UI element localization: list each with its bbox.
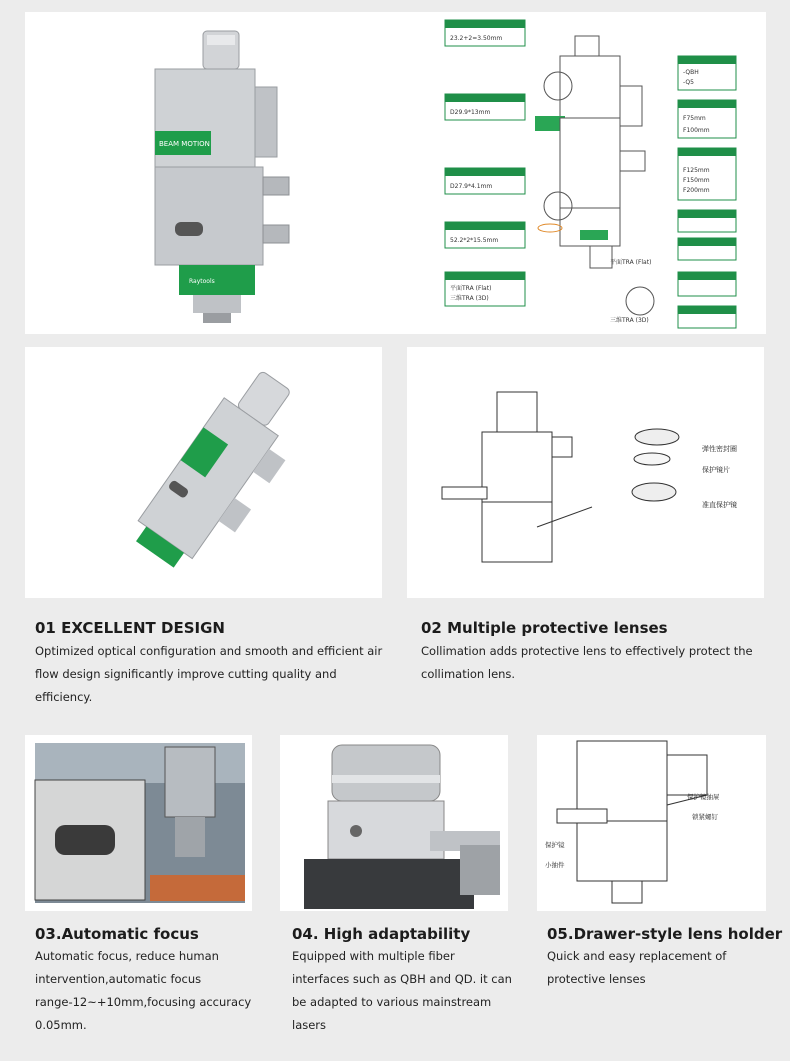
- svg-text:保护镜: 保护镜: [545, 841, 565, 849]
- feature-1-desc: Optimized optical configuration and smooth and efficient air flow design significantly improve cutting quality and efficiency.: [35, 644, 383, 704]
- svg-text:-QBH: -QBH: [683, 69, 699, 76]
- feature-3-desc: Automatic focus, reduce human intervention,automatic focus range-12~+10mm,focusing accuracy 0.05mm.: [35, 949, 252, 1032]
- callout-right-4: [678, 210, 736, 232]
- svg-text:三维TRA (3D): 三维TRA (3D): [610, 317, 649, 324]
- angled-head-image: [125, 362, 305, 582]
- callout-left-4: [445, 222, 525, 248]
- svg-text:D27.9*4.1mm: D27.9*4.1mm: [450, 183, 493, 190]
- svg-text:D29.9*13mm: D29.9*13mm: [450, 109, 491, 116]
- exploded-diagram: [440, 16, 760, 331]
- laser-head-product-image: [145, 27, 305, 327]
- svg-text:保护镜片: 保护镜片: [702, 466, 730, 474]
- feature-2-desc: Collimation adds protective lens to effectively protect the collimation lens.: [421, 644, 753, 681]
- svg-text:平面TRA (Flat): 平面TRA (Flat): [610, 259, 652, 266]
- svg-text:F125mm: F125mm: [683, 167, 710, 174]
- callout-right-6: [678, 272, 736, 296]
- feature-image-3: [25, 735, 252, 911]
- drawer-holder-diagram: [537, 735, 766, 911]
- svg-text:-Q5: -Q5: [683, 79, 694, 86]
- feature-5-title: 05.Drawer-style lens holder: [547, 925, 783, 943]
- feature-4-desc: Equipped with multiple fiber interfaces such as QBH and QD. it can be adapted to various mainstream lasers: [292, 949, 512, 1032]
- svg-text:平面TRA (Flat): 平面TRA (Flat): [450, 285, 492, 292]
- svg-text:F200mm: F200mm: [683, 187, 710, 194]
- feature-5-desc: Quick and easy replacement of protective lenses: [547, 949, 727, 986]
- hero-panel: [25, 12, 766, 334]
- callout-left-3: [445, 168, 525, 194]
- svg-text:锁紧螺钉: 锁紧螺钉: [692, 813, 718, 821]
- svg-text:52.2*2*15.5mm: 52.2*2*15.5mm: [450, 237, 499, 244]
- svg-text:F75mm: F75mm: [683, 115, 706, 122]
- svg-text:小抽件: 小抽件: [545, 861, 565, 869]
- feature-1-title: 01 EXCELLENT DESIGN: [35, 619, 225, 637]
- callout-right-7: [678, 306, 736, 328]
- callout-right-5: [678, 238, 736, 260]
- callout-right-2: [678, 100, 736, 138]
- callout-left-2: [445, 94, 525, 120]
- svg-text:保护镜抽屉: 保护镜抽屉: [687, 793, 720, 801]
- svg-text:弹性密封圈: 弹性密封圈: [702, 445, 737, 453]
- lens-exploded-image: [422, 377, 752, 567]
- feature-3-title: 03.Automatic focus: [35, 925, 199, 943]
- machine-photo: [25, 735, 252, 911]
- product-band-text: BEAM MOTION: [159, 140, 210, 148]
- svg-text:F100mm: F100mm: [683, 127, 710, 134]
- svg-text:三维TRA (3D): 三维TRA (3D): [450, 295, 489, 302]
- callout-right-3: [678, 148, 736, 200]
- fiber-interface-photo: [280, 735, 508, 911]
- feature-image-4: [280, 735, 508, 911]
- svg-text:准直保护镜: 准直保护镜: [702, 501, 737, 509]
- svg-text:Raytools: Raytools: [189, 278, 215, 285]
- feature-image-5: [537, 735, 766, 911]
- feature-2-title: 02 Multiple protective lenses: [421, 619, 668, 637]
- svg-text:F150mm: F150mm: [683, 177, 710, 184]
- feature-4-title: 04. High adaptability: [292, 925, 471, 943]
- callout-left-5: [445, 272, 525, 306]
- svg-text:23.2+2=3.50mm: 23.2+2=3.50mm: [450, 35, 503, 42]
- callout-right-1: [678, 56, 736, 90]
- callout-left-1: [445, 20, 525, 46]
- feature-image-2: [407, 347, 764, 598]
- feature-image-1: [25, 347, 382, 598]
